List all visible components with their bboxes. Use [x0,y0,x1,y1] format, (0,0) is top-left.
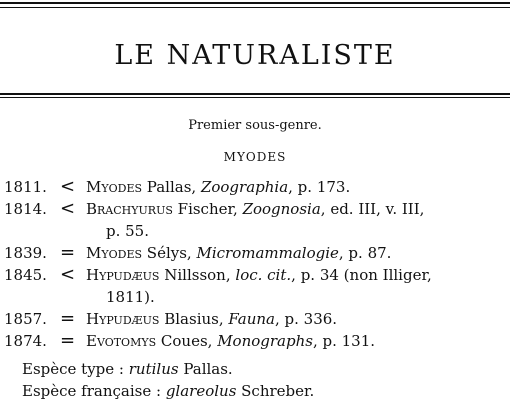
synonymy-entry [0,242,510,264]
french-species-author: Schreber. [236,382,315,400]
species-notes [22,358,314,402]
synonymy-entry [0,264,510,308]
entry-genus-name: Evotomys [86,332,157,350]
entry-author: Pallas, [142,178,201,196]
entry-genus-name: Hypudæus [86,266,160,284]
entry-text [86,308,510,330]
entry-genus-name: Brachyurus [86,200,173,218]
synonymy-entry [0,330,510,352]
entry-author: Coues, [156,332,218,350]
entry-work: Monographs [217,332,313,350]
type-species-label: Espèce type : [22,360,129,378]
entry-page: , p. 173. [288,178,351,196]
entry-page: , p. 34 (non Illiger, [291,266,432,284]
entry-page: , ed. III, v. III, [320,200,425,218]
entry-author: Blasius, [159,310,229,328]
entry-year: 1874. [4,332,47,350]
title-rule-thick [0,93,510,95]
entry-work: Zoognosia [242,200,321,218]
journal-title: LE NATURALISTE [114,40,396,71]
entry-text [86,176,510,198]
entry-year: 1814. [4,200,47,218]
type-species-name: rutilus [128,360,179,378]
entry-page: , p. 131. [312,332,376,350]
entry-continuation: 1811). [106,288,155,306]
entry-text [86,264,510,286]
entry-relation: = [60,330,76,351]
synonymy-entry [0,176,510,198]
entry-continuation: p. 55. [106,222,149,240]
synonymy-entry [0,308,510,330]
french-species-name: glareolus [165,382,237,400]
entry-work: Zoographia [200,178,289,196]
entry-year: 1839. [4,244,47,262]
entry-author: Fischer, [172,200,243,218]
top-rule-thin [0,7,510,8]
entry-genus-name: Myodes [86,178,143,196]
entry-relation: < [60,198,76,219]
entry-year: 1857. [4,310,47,328]
entry-relation: = [60,308,76,329]
entry-work: Fauna [228,310,275,328]
entry-relation: = [60,242,76,263]
entry-relation: < [60,176,76,197]
entry-author: Sélys, [142,244,197,262]
synonymy-list [0,176,510,352]
entry-genus-name: Myodes [86,244,143,262]
entry-page: , p. 87. [338,244,392,262]
entry-work: Micromammalogie [196,244,339,262]
entry-text [86,198,510,220]
entry-work: loc. cit. [235,266,292,284]
section-heading: MYODES [223,150,287,164]
synonymy-entry [0,198,510,242]
entry-text [86,242,510,264]
french-species-line [22,380,314,402]
subgenus-heading: Premier sous-genre. [188,118,322,133]
top-rule-thick [0,2,510,4]
title-rule-thin [0,97,510,98]
entry-genus-name: Hypudæus [86,310,160,328]
entry-year: 1845. [4,266,47,284]
type-species-author: Pallas. [178,360,233,378]
entry-page: , p. 336. [275,310,338,328]
entry-text [86,330,510,352]
french-species-label: Espèce française : [22,382,166,400]
entry-author: Nillsson, [159,266,236,284]
entry-relation: < [60,264,76,285]
entry-year: 1811. [4,178,47,196]
type-species-line [22,358,314,380]
